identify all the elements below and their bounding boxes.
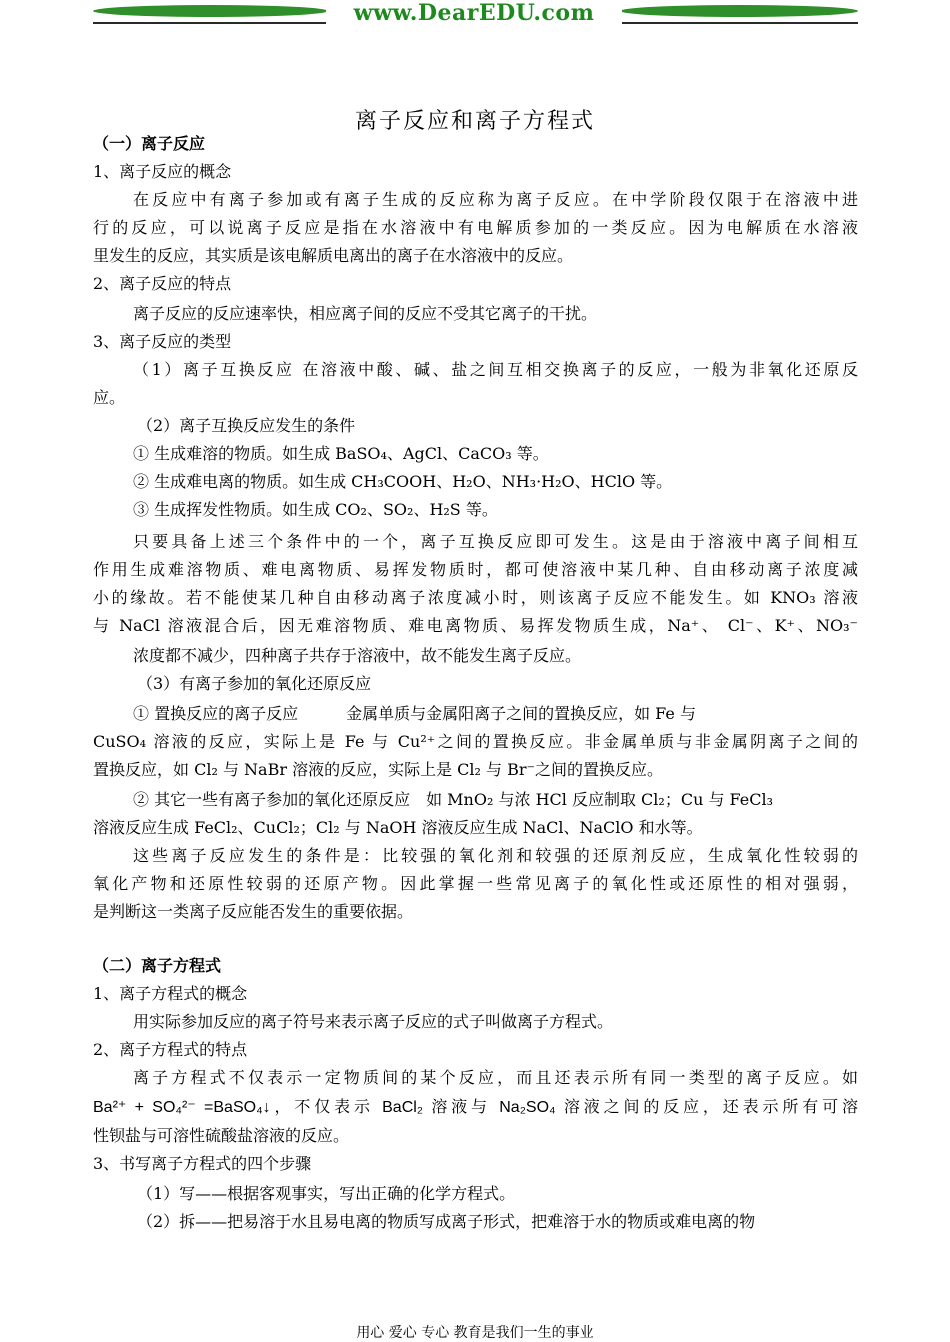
paragraph-line: 用实际参加反应的离子符号来表示离子反应的式子叫做离子方程式。 (133, 1012, 614, 1031)
heading-equation-features: 2、离子方程式的特点 (93, 1040, 248, 1059)
paragraph-line: 应。 (93, 388, 126, 407)
site-logo[interactable]: www.DearEDU.com (326, 0, 622, 26)
paragraph-line: 这些离子反应发生的条件是：比较强的氧化剂和较强的还原剂反应，生成氧化性较弱的 (133, 846, 858, 865)
document-title: 离子反应和离子方程式 (354, 109, 595, 134)
page-footer: 用心 爱心 专心 教育是我们一生的事业 (356, 1325, 594, 1341)
subheading-exchange-conditions: （2）离子互换反应发生的条件 (137, 416, 356, 435)
paragraph-line: 溶液反应生成 FeCl₂、CuCl₂；Cl₂ 与 NaOH 溶液反应生成 NaCl、NaClO 和水等。 (93, 818, 703, 837)
equation-line: Ba²⁺ + SO₄²⁻ =BaSO₄↓，不仅表示 BaCl₂ 溶液与 Na₂SO₄ 溶液之间的反应，还表示所有可溶 (93, 1099, 858, 1116)
paragraph-line: 与 NaCl 溶液混合后，因无难溶物质、难电离物质、易挥发物质生成，Na⁺、 Cl⁻、K⁺、NO₃⁻ (93, 616, 858, 635)
paragraph-line: 小的缘故。若不能使某几种自由移动离子浓度减小时，则该离子反应不能发生。如 KNO₃ 溶液 (93, 588, 858, 607)
heading-equation-concept: 1、离子方程式的概念 (93, 984, 248, 1003)
paragraph-line: 里发生的反应，其实质是该电解质电离出的离子在水溶液中的反应。 (93, 246, 574, 265)
list-item-step-2: （2）拆——把易溶于水且易电离的物质写成离子形式，把难溶于水的物质或难电离的物 (137, 1212, 756, 1231)
paragraph-line: 浓度都不减少，四种离子共存于溶液中，故不能发生离子反应。 (133, 646, 582, 665)
heading-features: 2、离子反应的特点 (93, 274, 232, 293)
list-item-condition-1: ① 生成难溶的物质。如生成 BaSO₄、AgCl、CaCO₃ 等。 (133, 444, 549, 463)
site-header (0, 0, 950, 30)
paragraph-line: 性钡盐与可溶性硫酸盐溶液的反应。 (93, 1126, 350, 1145)
paragraph-line: 是判断这一类离子反应能否发生的重要依据。 (93, 902, 414, 921)
list-item-redox-1: ① 置换反应的离子反应 金属单质与金属阳离子之间的置换反应，如 Fe 与 (133, 704, 696, 723)
paragraph-line: 只要具备上述三个条件中的一个，离子互换反应即可发生。这是由于溶液中离子间相互 (133, 532, 858, 551)
heading-writing-steps: 3、书写离子方程式的四个步骤 (93, 1154, 312, 1173)
paragraph-line: 在反应中有离子参加或有离子生成的反应称为离子反应。在中学阶段仅限于在溶液中进 (133, 190, 858, 209)
paragraph-line: 作用生成难溶物质、难电离物质、易挥发物质时，都可使溶液中某几种、自由移动离子浓度减 (93, 560, 858, 579)
paragraph-line: 氧化产物和还原性较弱的还原产物。因此掌握一些常见离子的氧化性或还原性的相对强弱， (93, 874, 858, 893)
header-leaf-right-decoration (620, 5, 858, 17)
header-leaf-left-decoration (93, 5, 328, 17)
list-item-step-1: （1）写——根据客观事实，写出正确的化学方程式。 (137, 1184, 516, 1203)
paragraph-line: 离子反应的反应速率快，相应离子间的反应不受其它离子的干扰。 (133, 304, 598, 323)
list-item-redox-2: ② 其它一些有离子参加的氧化还原反应 如 MnO₂ 与浓 HCl 反应制取 Cl₂；Cu 与 FeCl₃ (133, 790, 774, 809)
paragraph-line: （1）离子互换反应 在溶液中酸、碱、盐之间互相交换离子的反应，一般为非氧化还原反 (133, 360, 858, 379)
paragraph-line: CuSO₄ 溶液的反应，实际上是 Fe 与 Cu²⁺之间的置换反应。非金属单质与非金属阴离子之间的 (93, 732, 858, 751)
paragraph-line: 离子方程式不仅表示一定物质间的某个反应，而且还表示所有同一类型的离子反应。如 (133, 1068, 858, 1087)
subheading-redox: （3）有离子参加的氧化还原反应 (137, 674, 372, 693)
heading-concept: 1、离子反应的概念 (93, 162, 232, 181)
list-item-condition-2: ② 生成难电离的物质。如生成 CH₃COOH、H₂O、NH₃·H₂O、HClO 等。 (133, 472, 673, 491)
list-item-condition-3: ③ 生成挥发性物质。如生成 CO₂、SO₂、H₂S 等。 (133, 500, 498, 519)
section-heading-ionic-reaction: （一）离子反应 (93, 134, 206, 153)
paragraph-line: 行的反应，可以说离子反应是指在水溶液中有电解质参加的一类反应。因为电解质在水溶液 (93, 218, 858, 237)
heading-types: 3、离子反应的类型 (93, 332, 232, 351)
paragraph-line: 置换反应，如 Cl₂ 与 NaBr 溶液的反应，实际上是 Cl₂ 与 Br⁻之间的置换反应。 (93, 760, 663, 779)
section-heading-ionic-equation: （二）离子方程式 (93, 956, 222, 975)
